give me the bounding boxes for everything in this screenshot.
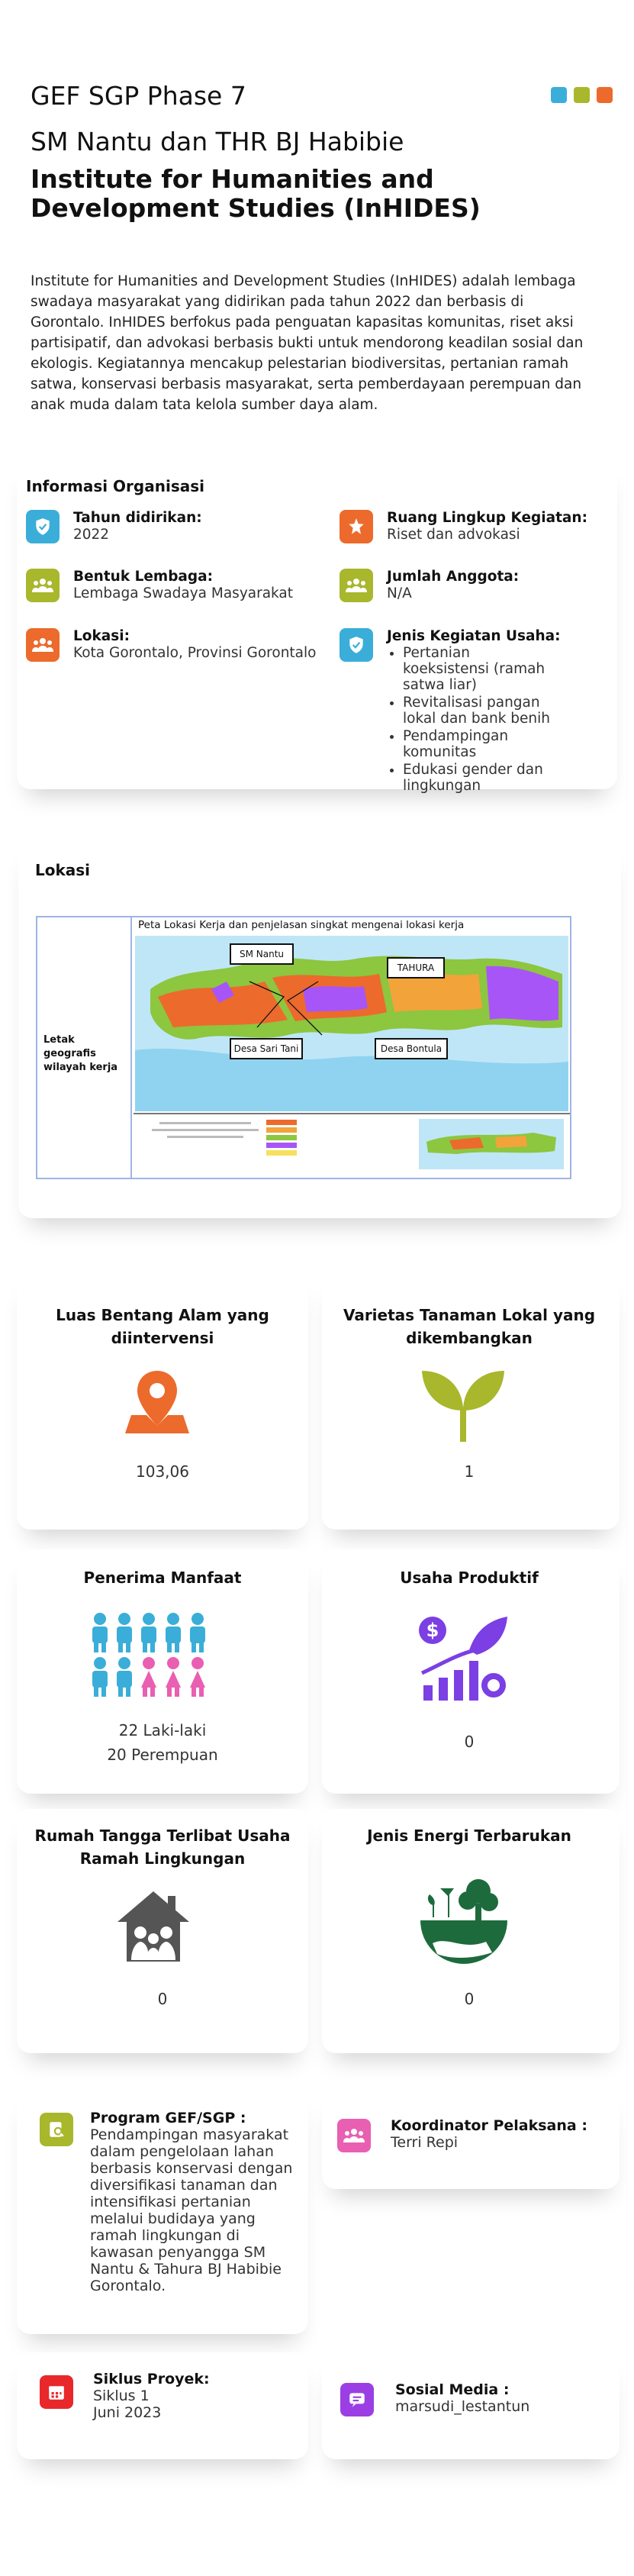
shield-icon [340, 628, 373, 662]
location-map [36, 916, 571, 1179]
calendar-icon [40, 2375, 73, 2409]
site-title: SM Nantu dan THR BJ Habibie [31, 127, 404, 156]
energi-value: 0 [464, 1990, 475, 2008]
shield-icon [26, 510, 60, 543]
list-item: • Pendampingan komunitas [403, 728, 557, 760]
bentuk-label: Bentuk Lembaga: [73, 569, 214, 585]
penerima-title: Penerima Manfaat [83, 1568, 242, 1587]
siklus-value-1: Siklus 1 [93, 2387, 150, 2404]
ruang-label: Ruang Lingkup Kegiatan: [387, 510, 587, 526]
tahun-value: 2022 [73, 527, 110, 543]
org-title: Institute for Humanities and Development Studies (InHIDES) [31, 164, 481, 223]
sosmed-label: Sosial Media : [395, 2381, 510, 2398]
map-inset [419, 1119, 564, 1169]
growth-chart-icon [416, 1612, 510, 1707]
map-label-tahura: TAHURA [387, 957, 445, 978]
group-icon [26, 628, 60, 662]
group-icon [26, 569, 60, 602]
list-item: • Edukasi gender dan lingkungan [403, 762, 557, 794]
program-value: Pendampingan masyarakat dalam pengelolaan lahan berbasis konservasi dengan diversifikasi tanaman dan intensifikasi pertanian melalui budidaya yang ramah lingkungan di kawasan penyangga SM Nantu & Tahura BJ Habibie Gorontalo. [90, 2126, 293, 2294]
lokasi-title: Lokasi [35, 861, 91, 879]
siklus-label: Siklus Proyek: [93, 2371, 210, 2387]
location-pin-icon [121, 1365, 194, 1438]
list-item: • Revitalisasi pangan lokal dan bank benih [403, 695, 557, 727]
map-side-panel [37, 917, 132, 1178]
info-title: Informasi Organisasi [26, 477, 204, 495]
dot-green [574, 87, 590, 103]
map-label-sm-nantu: SM Nantu [230, 943, 294, 965]
divider [134, 1113, 570, 1114]
map-label-bontula: Desa Bontula [375, 1038, 448, 1059]
usaha-value: 0 [464, 1733, 475, 1751]
map-label-sari-tani: Desa Sari Tani [230, 1038, 303, 1059]
star-icon [340, 510, 373, 543]
penerima-laki: 22 Laki-laki [118, 1721, 207, 1739]
siklus-value-2: Juni 2023 [93, 2404, 162, 2421]
jumlah-value: N/A [387, 585, 412, 601]
bentuk-value: Lembaga Swadaya Masyarakat [73, 585, 294, 601]
koordinator-label: Koordinator Pelaksana : [391, 2117, 587, 2134]
penerima-perempuan: 20 Perempuan [107, 1746, 218, 1764]
sosmed-value[interactable]: marsudi_lestantun [395, 2398, 530, 2415]
jenis-list [389, 645, 557, 795]
dot-orange [597, 87, 613, 103]
search-doc-icon [40, 2113, 73, 2146]
dot-blue [551, 87, 567, 103]
house-family-icon [114, 1888, 192, 1965]
people-icon [89, 1612, 213, 1699]
tahun-label: Tahun didirikan: [73, 510, 202, 526]
luas-title: Luas Bentang Alam yang diintervensi [56, 1306, 269, 1347]
koordinator-value: Terri Repi [391, 2134, 459, 2151]
varietas-value: 1 [464, 1462, 475, 1481]
rumah-title: Rumah Tangga Terlibat Usaha Ramah Lingkungan [34, 1826, 291, 1868]
map-image [135, 936, 568, 1111]
jumlah-label: Jumlah Anggota: [387, 569, 520, 585]
phase-title: GEF SGP Phase 7 [31, 81, 246, 111]
ruang-value: Riset dan advokasi [387, 527, 520, 543]
map-caption: Peta Lokasi Kerja dan penjelasan singkat mengenai lokasi kerja [138, 919, 465, 931]
list-item: • Pertanian koeksistensi (ramah satwa liar) [403, 645, 557, 693]
eco-earth-icon [417, 1875, 510, 1968]
luas-value: 103,06 [136, 1462, 189, 1481]
program-label: Program GEF/SGP : [90, 2110, 246, 2126]
sprout-icon [417, 1365, 509, 1444]
energi-title: Jenis Energi Terbarukan [367, 1826, 571, 1845]
jenis-label: Jenis Kegiatan Usaha: [387, 628, 561, 644]
map-legend-title [152, 1117, 259, 1169]
rumah-value: 0 [157, 1990, 168, 2008]
map-legend [266, 1117, 365, 1171]
map-side-label: Letak geografis wilayah kerja [43, 1034, 118, 1073]
group-icon [340, 569, 373, 602]
chat-icon [340, 2383, 374, 2416]
usaha-title: Usaha Produktif [400, 1568, 539, 1587]
lokasi-value: Kota Gorontalo, Provinsi Gorontalo [73, 645, 317, 661]
brand-dots [551, 87, 613, 103]
group-icon [337, 2119, 371, 2152]
org-description: Institute for Humanities and Development Studies (InHIDES) adalah lembaga swadaya masyarakat yang didirikan pada tahun 2022 dan berbasis di Gorontalo. InHIDES berfokus pada penguatan kapasitas komunitas, riset aksi partisipatif, dan advokasi berbasis bukti untuk mendorong keadilan sosial dan ekologis. Kegiatannya mencakup pelestarian biodiversitas, pertanian ramah satwa, konservasi berbasis masyarakat, serta pemberdayaan perempuan dan anak muda dalam tata kelola sumber daya alam. [31, 273, 584, 413]
varietas-title: Varietas Tanaman Lokal yang dikembangkan [343, 1306, 596, 1347]
lokasi-label: Lokasi: [73, 628, 130, 644]
svg-text:$: $ [426, 1620, 439, 1641]
